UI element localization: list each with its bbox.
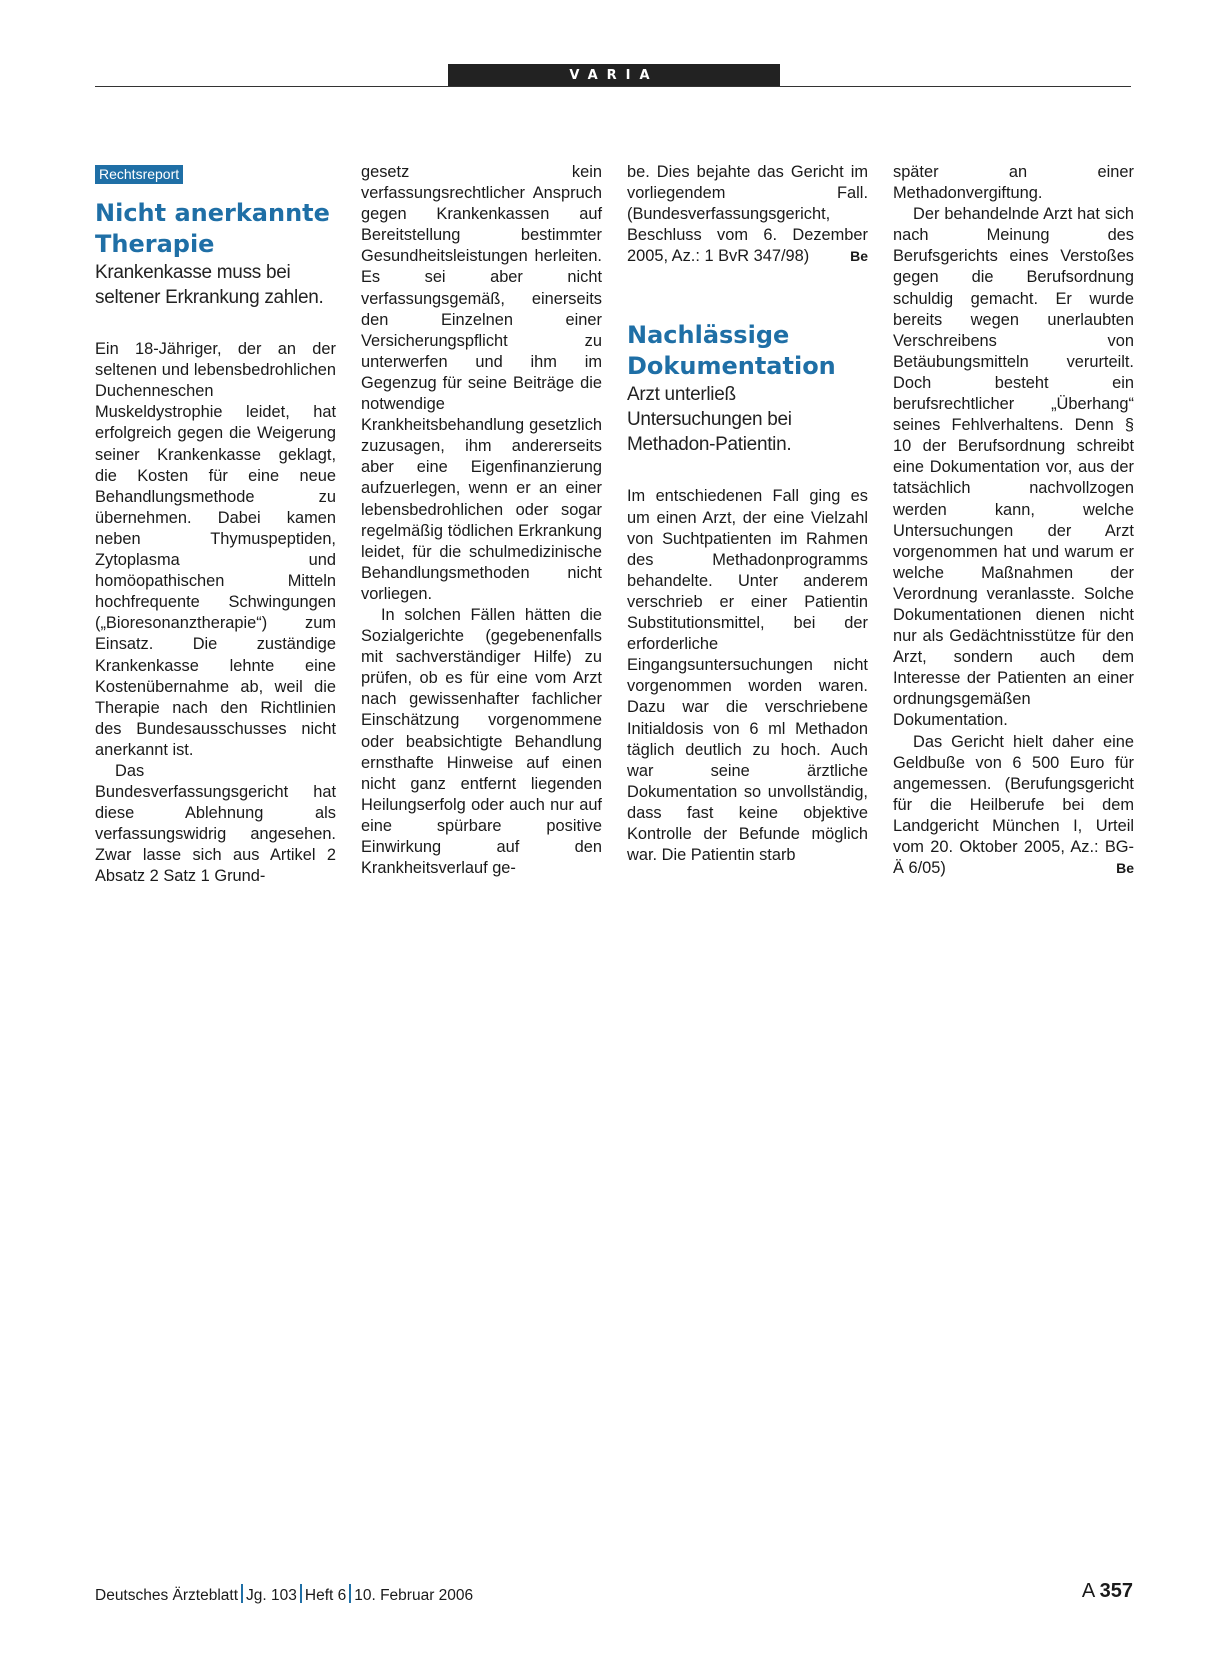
article2-paragraph bbox=[893, 732, 1134, 880]
rubric-label: Rechtsreport bbox=[95, 165, 183, 184]
article1-paragraph bbox=[627, 162, 868, 267]
article2-paragraph: später an einer Methadonvergiftung. bbox=[893, 163, 1134, 203]
article1-title-line1: Nicht anerkannte bbox=[95, 199, 330, 228]
footer-date: 10. Februar 2006 bbox=[354, 1587, 474, 1604]
column-4 bbox=[893, 162, 1134, 879]
section-header: VARIA bbox=[448, 64, 780, 87]
article2-paragraph: Der behandelnde Arzt hat sich nach Meinung des Berufsgerichts eines Verstoßes gegen die Berufsordnung schuldig gemacht. Er wurde bereits wegen unerlaubten Verschreibens von Betäubungsmitteln verurteilt. Doch besteht ein berufsrechtlicher „Überhang“ seines Fehlverhaltens. Denn § 10 der Berufsordnung schreibt eine Dokumentation vor, aus der tatsächlich nachvollzogen werden kann, welche Untersuchungen der Arzt vorgenommen hat und warum er welche Maßnahmen der Verordnung veranlasste. Solche Dokumentationen dienen nicht nur als Gedächtnisstütze für den Arzt, sondern auch dem Interesse der Patienten an einer ordnungsgemäßen Dokumentation. bbox=[893, 205, 1134, 730]
article1-closing-text: be. Dies bejahte das Gericht im vorliegendem Fall. (Bundesverfassungsgericht, Beschluss vom 6. Dezember 2005, Az.: 1 BvR 347/98) bbox=[627, 163, 868, 266]
article1-signature: Be bbox=[850, 248, 868, 265]
footer-separator bbox=[300, 1584, 302, 1603]
footer-separator bbox=[349, 1584, 351, 1603]
header-rule bbox=[95, 86, 1131, 87]
page-number bbox=[1082, 1580, 1133, 1603]
page-number-prefix: A bbox=[1081, 1580, 1100, 1602]
article1-paragraph: In solchen Fällen hätten die Sozialgerichte (gegebenenfalls mit sachverständiger Hilfe) zu prüfen, ob es für eine vom Arzt nach gewissenhafter fachlicher Einschätzung vorgenommene oder beabsichtigte Behandlung ernsthafte Hinweise auf einen nicht ganz entfernt liegenden Heilungserfolg oder auch nur auf eine spürbare positive Einwirkung auf den Krankheitsverlauf ge- bbox=[361, 605, 602, 878]
article2-subtitle: Arzt unterließ Untersuchungen bei Methadon-Patientin. bbox=[627, 384, 792, 456]
article1-title bbox=[95, 198, 336, 260]
footer-separator bbox=[241, 1584, 243, 1603]
article2-title bbox=[627, 320, 868, 382]
article2-title-line1: Nachlässige bbox=[627, 321, 790, 350]
article1-title-line2: Therapie bbox=[95, 230, 215, 259]
column-3 bbox=[627, 162, 868, 866]
article2-closing-text: Das Gericht hielt daher eine Geldbuße von 6 500 Euro für angemessen. (Berufungsgericht für die Heilberufe bei dem Landgericht München I, Urteil vom 20. Oktober 2005, Az.: BG-Ä 6/05) bbox=[893, 732, 1134, 878]
column-1 bbox=[95, 162, 336, 888]
article2-signature: Be bbox=[1116, 860, 1134, 877]
article1-paragraph: Das Bundesverfassungsgericht hat diese Ablehnung als verfassungswidrig angesehen. Zwar lasse sich aus Artikel 2 Absatz 2 Satz 1 Grund- bbox=[95, 761, 336, 886]
page-number-value: 357 bbox=[1099, 1580, 1133, 1602]
article2-title-line2: Dokumentation bbox=[627, 352, 836, 381]
footer-volume: Jg. 103 bbox=[246, 1587, 297, 1604]
footer-journal: Deutsches Ärzteblatt bbox=[95, 1587, 239, 1604]
page-footer bbox=[95, 1584, 473, 1605]
article1-paragraph: gesetz kein verfassungsrechtlicher Anspruch gegen Krankenkassen auf Bereitstellung bestimmter Gesundheitsleistungen herleiten. Es sei aber nicht verfassungsgemäß, einerseits den Einzelnen einer Versicherungspflicht zu unterwerfen und ihm im Gegenzug für seine Beiträge die notwendige Krankheitsbehandlung gesetzlich zuzusagen, ihm andererseits aber eine Eigenfinanzierung aufzuerlegen, wenn er an einer lebensbedrohlichen oder sogar regelmäßig tödlichen Erkrankung leidet, für die schulmedizinische Behandlungsmethoden nicht vorliegen. bbox=[361, 163, 602, 603]
article2-paragraph: Im entschiedenen Fall ging es um einen Arzt, der eine Vielzahl von Suchtpatienten im Rahmen des Methadonprogramms behandelte. Unter anderem verschrieb er einer Patientin Substitutionsmittel, bei der erforderliche Eingangsuntersuchungen nicht vorgenommen worden waren. Dazu war die verschriebene Initialdosis von 6 ml Methadon täglich deutlich zu hoch. Auch war seine ärztliche Dokumentation so unvollständig, dass fast keine objektive Kontrolle der Befunde möglich war. Die Patientin starb bbox=[627, 487, 868, 865]
column-2 bbox=[361, 162, 602, 879]
article1-subtitle: Krankenkasse muss bei seltener Erkrankung zahlen. bbox=[95, 262, 324, 309]
article1-paragraph: Ein 18-Jähriger, der an der seltenen und lebensbedrohlichen Duchenneschen Muskeldystrophie leidet, hat erfolgreich gegen die Weigerung seiner Krankenkasse geklagt, die Kosten für eine neue Behandlungsmethode zu übernehmen. Dabei kamen neben Thymuspeptiden, Zytoplasma und homöopathischen Mitteln hochfrequente Schwingungen („Bioresonanztherapie“) zum Einsatz. Die zuständige Krankenkasse lehnte eine Kostenübernahme ab, weil die Therapie nach den Richtlinien des Bundesausschusses nicht anerkannt ist. bbox=[95, 340, 336, 759]
footer-issue: Heft 6 bbox=[304, 1587, 347, 1604]
